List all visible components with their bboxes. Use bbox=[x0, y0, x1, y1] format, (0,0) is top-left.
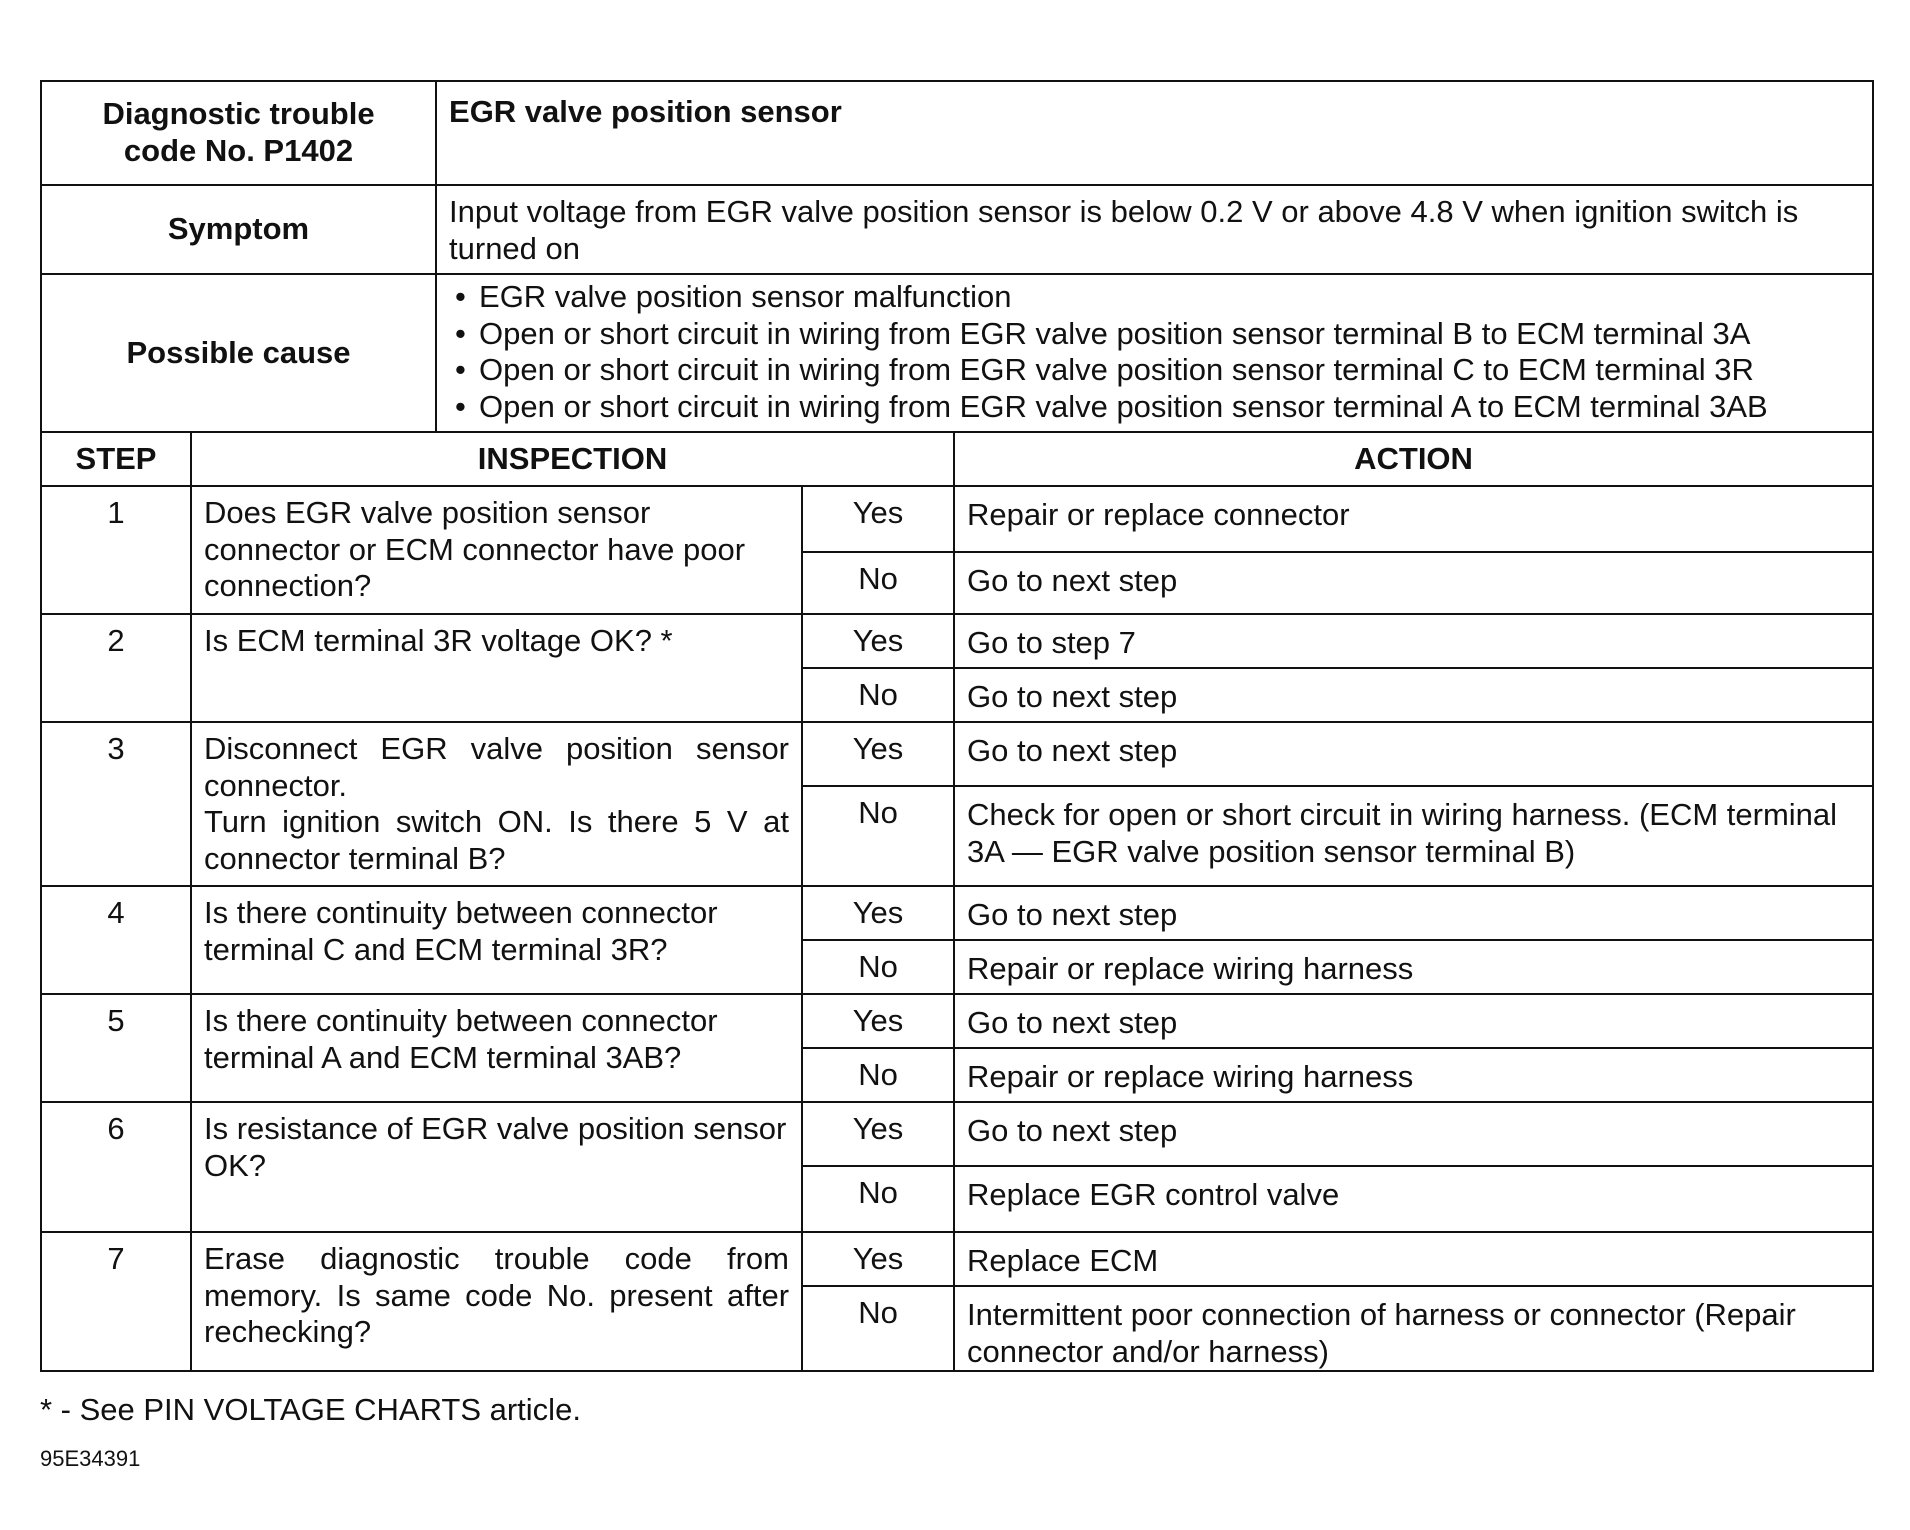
yes-label: Yes bbox=[802, 886, 954, 940]
yes-action: Replace ECM bbox=[954, 1232, 1873, 1286]
symptom-label: Symptom bbox=[41, 185, 436, 274]
inspection-column-header: INSPECTION bbox=[191, 432, 954, 486]
no-action: Repair or replace wiring harness bbox=[954, 1048, 1873, 1102]
step-row bbox=[41, 994, 1873, 1048]
yes-action: Go to next step bbox=[954, 886, 1873, 940]
no-action: Check for open or short circuit in wiring harness. (ECM terminal 3A — EGR valve position sensor terminal B) bbox=[954, 786, 1873, 886]
yes-action: Go to step 7 bbox=[954, 614, 1873, 668]
no-action: Go to next step bbox=[954, 668, 1873, 722]
cause-item: • Open or short circuit in wiring from EGR valve position sensor terminal C to ECM terminal 3R bbox=[449, 352, 1860, 389]
diagnostic-sheet bbox=[40, 80, 1872, 1372]
dtc-title: EGR valve position sensor bbox=[436, 81, 1873, 185]
yes-label: Yes bbox=[802, 994, 954, 1048]
inspection-text: Is there continuity between connector terminal C and ECM terminal 3R? bbox=[191, 886, 802, 994]
no-label: No bbox=[802, 786, 954, 886]
symptom-text: Input voltage from EGR valve position sensor is below 0.2 V or above 4.8 V when ignition switch is turned on bbox=[436, 185, 1873, 274]
no-action: Replace EGR control valve bbox=[954, 1166, 1873, 1232]
inspection-text: Does EGR valve position sensor connector or ECM connector have poor connection? bbox=[191, 486, 802, 614]
inspection-text: Is there continuity between connector terminal A and ECM terminal 3AB? bbox=[191, 994, 802, 1102]
cause-item: • Open or short circuit in wiring from EGR valve position sensor terminal B to ECM terminal 3A bbox=[449, 316, 1860, 353]
no-action: Intermittent poor connection of harness or connector (Repair connector and/or harness) bbox=[954, 1286, 1873, 1371]
possible-cause-row bbox=[41, 274, 1873, 432]
step-number: 2 bbox=[41, 614, 191, 722]
step-number: 7 bbox=[41, 1232, 191, 1371]
dtc-label-line1: Diagnostic trouble bbox=[102, 96, 375, 132]
diagnostic-table bbox=[40, 80, 1874, 1372]
inspection-text: Disconnect EGR valve position sensor connector. bbox=[204, 731, 790, 803]
dtc-row bbox=[41, 81, 1873, 185]
possible-cause-list bbox=[449, 275, 1860, 429]
no-label: No bbox=[802, 668, 954, 722]
no-label: No bbox=[802, 1166, 954, 1232]
no-label: No bbox=[802, 552, 954, 614]
yes-label: Yes bbox=[802, 722, 954, 786]
step-number: 1 bbox=[41, 486, 191, 614]
dtc-label-line2: code No. P1402 bbox=[123, 133, 354, 168]
yes-action: Go to next step bbox=[954, 1102, 1873, 1166]
inspection-text: Is ECM terminal 3R voltage OK? * bbox=[191, 614, 802, 722]
step-column-header: STEP bbox=[41, 432, 191, 486]
yes-action: Go to next step bbox=[954, 722, 1873, 786]
step-number: 6 bbox=[41, 1102, 191, 1232]
inspection-cell bbox=[191, 722, 802, 886]
symptom-row bbox=[41, 185, 1873, 274]
dtc-label-cell bbox=[41, 81, 436, 185]
inspection-text: Is resistance of EGR valve position sensor OK? bbox=[191, 1102, 802, 1232]
action-column-header: ACTION bbox=[954, 432, 1873, 486]
inspection-text: Erase diagnostic trouble code from memory. Is same code No. present after rechecking? bbox=[191, 1232, 802, 1371]
cause-item: • EGR valve position sensor malfunction bbox=[449, 279, 1860, 316]
yes-label: Yes bbox=[802, 486, 954, 552]
possible-cause-cell bbox=[436, 274, 1873, 432]
footnote: * - See PIN VOLTAGE CHARTS article. bbox=[40, 1392, 581, 1427]
cause-item: • Open or short circuit in wiring from EGR valve position sensor terminal A to ECM terminal 3AB bbox=[449, 389, 1860, 426]
no-label: No bbox=[802, 1286, 954, 1371]
no-action: Repair or replace wiring harness bbox=[954, 940, 1873, 994]
step-row bbox=[41, 614, 1873, 668]
step-row bbox=[41, 722, 1873, 786]
step-number: 5 bbox=[41, 994, 191, 1102]
yes-action: Go to next step bbox=[954, 994, 1873, 1048]
step-row bbox=[41, 1232, 1873, 1286]
yes-label: Yes bbox=[802, 1232, 954, 1286]
step-row bbox=[41, 486, 1873, 552]
no-action: Go to next step bbox=[954, 552, 1873, 614]
possible-cause-label: Possible cause bbox=[41, 274, 436, 432]
step-number: 4 bbox=[41, 886, 191, 994]
step-row bbox=[41, 1102, 1873, 1166]
column-header-row bbox=[41, 432, 1873, 486]
figure-id: 95E34391 bbox=[40, 1446, 141, 1471]
no-label: No bbox=[802, 1048, 954, 1102]
yes-label: Yes bbox=[802, 614, 954, 668]
inspection-text-continued: Turn ignition switch ON. Is there 5 V at connector terminal B? bbox=[204, 804, 790, 876]
step-number: 3 bbox=[41, 722, 191, 886]
yes-label: Yes bbox=[802, 1102, 954, 1166]
yes-action: Repair or replace connector bbox=[954, 486, 1873, 552]
no-label: No bbox=[802, 940, 954, 994]
step-row bbox=[41, 886, 1873, 940]
